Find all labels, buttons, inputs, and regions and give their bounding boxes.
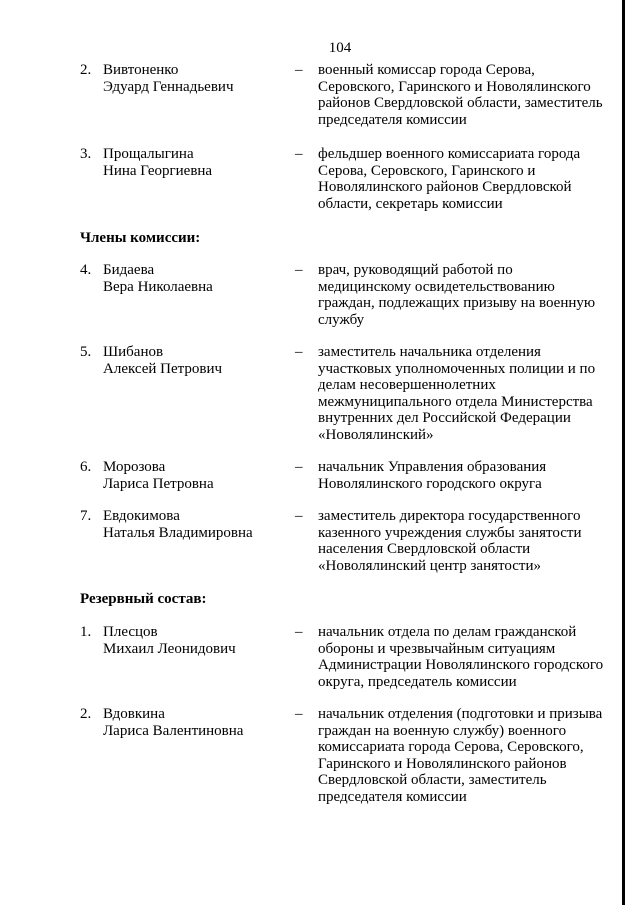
description-line: военный комиссар города Серова, [318, 62, 535, 78]
entry-number: 6. [80, 459, 92, 475]
entry-number: 1. [80, 624, 92, 640]
description-line: Серова, Серовского, Гаринского и [318, 162, 536, 179]
description-line: начальник отдела по делам гражданской [318, 624, 577, 640]
description-line: Новолялинского городского округа [318, 475, 542, 492]
entry-description [318, 262, 613, 328]
entry-given-name: Эдуард Геннадьевич [103, 78, 234, 95]
entry-dash: – [295, 706, 303, 722]
entry-name [103, 344, 283, 377]
entry-dash: – [295, 146, 303, 162]
description-line: заместитель начальника отделения [318, 344, 541, 360]
entry-dash: – [295, 508, 303, 524]
description-line: районов Свердловской области, заместитель [318, 95, 603, 111]
entry-number: 7. [80, 508, 92, 524]
description-line: Гаринского и Новолялинского районов [318, 755, 567, 772]
description-line: межмуниципального отдела Министерства [318, 393, 593, 410]
description-line: комиссариата города Серова, Серовского, [318, 739, 584, 755]
entry-given-name: Алексей Петрович [103, 360, 223, 377]
entry-surname: Вивтоненко [103, 62, 179, 78]
description-line: Свердловской области, заместитель [318, 772, 547, 788]
entry-surname: Шибанов [103, 344, 164, 360]
description-line: Новолялинского районов Свердловской [318, 179, 572, 195]
entry-surname: Плесцов [103, 624, 158, 640]
entry-description [318, 624, 613, 690]
entry-dash: – [295, 262, 303, 278]
entry-given-name: Наталья Владимировна [103, 524, 253, 541]
entry-name [103, 62, 283, 95]
entry-dash: – [295, 624, 303, 640]
entry-name [103, 706, 283, 739]
description-line: начальник Управления образования [318, 459, 547, 475]
entry-given-name: Нина Георгиевна [103, 162, 213, 179]
description-line: округа, председатель комиссии [318, 673, 517, 690]
reserve-heading: Резервный состав: [80, 591, 207, 607]
entry-dash: – [295, 459, 303, 475]
description-line: начальник отделения (подготовки и призыва [318, 706, 603, 722]
entry-description [318, 459, 613, 492]
description-line: граждан, подлежащих призыву на военную [318, 295, 596, 311]
entry-surname: Морозова [103, 459, 166, 475]
description-line: обороны и чрезвычайным ситуациям [318, 640, 556, 657]
scan-edge-line [622, 0, 625, 905]
description-line: Администрации Новолялинского городского [318, 657, 604, 673]
entry-dash: – [295, 344, 303, 360]
entry-number: 5. [80, 344, 92, 360]
description-line: «Новолялинский» [318, 426, 434, 443]
description-line: фельдшер военного комиссариата города [318, 146, 581, 162]
members-heading: Члены комиссии: [80, 230, 201, 246]
entry-name [103, 508, 283, 541]
description-line: председателя комиссии [318, 788, 467, 805]
entry-name [103, 459, 283, 492]
entry-given-name: Михаил Леонидович [103, 640, 236, 657]
entry-surname: Бидаева [103, 262, 155, 278]
entry-surname: Прощалыгина [103, 146, 194, 162]
entry-description [318, 508, 613, 574]
entry-surname: Евдокимова [103, 508, 180, 524]
entry-description [318, 706, 613, 805]
description-line: внутренних дел Российской Федерации [318, 410, 571, 426]
description-line: делам несовершеннолетних [318, 377, 496, 393]
entry-dash: – [295, 62, 303, 78]
description-line: казенного учреждения службы занятости [318, 524, 582, 541]
description-line: заместитель директора государственного [318, 508, 581, 524]
description-line: области, секретарь комиссии [318, 195, 503, 212]
entry-number: 2. [80, 706, 92, 722]
description-line: врач, руководящий работой по [318, 262, 513, 278]
entry-surname: Вдовкина [103, 706, 165, 722]
description-line: «Новолялинский центр занятости» [318, 557, 541, 574]
entry-name [103, 624, 283, 657]
entry-given-name: Вера Николаевна [103, 278, 213, 295]
description-line: Серовского, Гаринского и Новолялинского [318, 78, 591, 95]
description-line: граждан на военную службу) военного [318, 722, 567, 739]
entry-number: 3. [80, 146, 92, 162]
entry-given-name: Лариса Валентиновна [103, 722, 244, 739]
description-line: населения Свердловской области [318, 541, 531, 557]
entry-name [103, 262, 283, 295]
entry-number: 2. [80, 62, 92, 78]
entry-name [103, 146, 283, 179]
description-line: участковых уполномоченных полиции и по [318, 360, 596, 377]
description-line: службу [318, 311, 365, 328]
entry-number: 4. [80, 262, 92, 278]
entry-description [318, 62, 613, 128]
entry-description [318, 146, 613, 212]
description-line: медицинскому освидетельствованию [318, 278, 555, 295]
description-line: председателя комиссии [318, 111, 467, 128]
entry-description [318, 344, 613, 443]
page-number: 104 [328, 40, 352, 56]
entry-given-name: Лариса Петровна [103, 475, 214, 492]
